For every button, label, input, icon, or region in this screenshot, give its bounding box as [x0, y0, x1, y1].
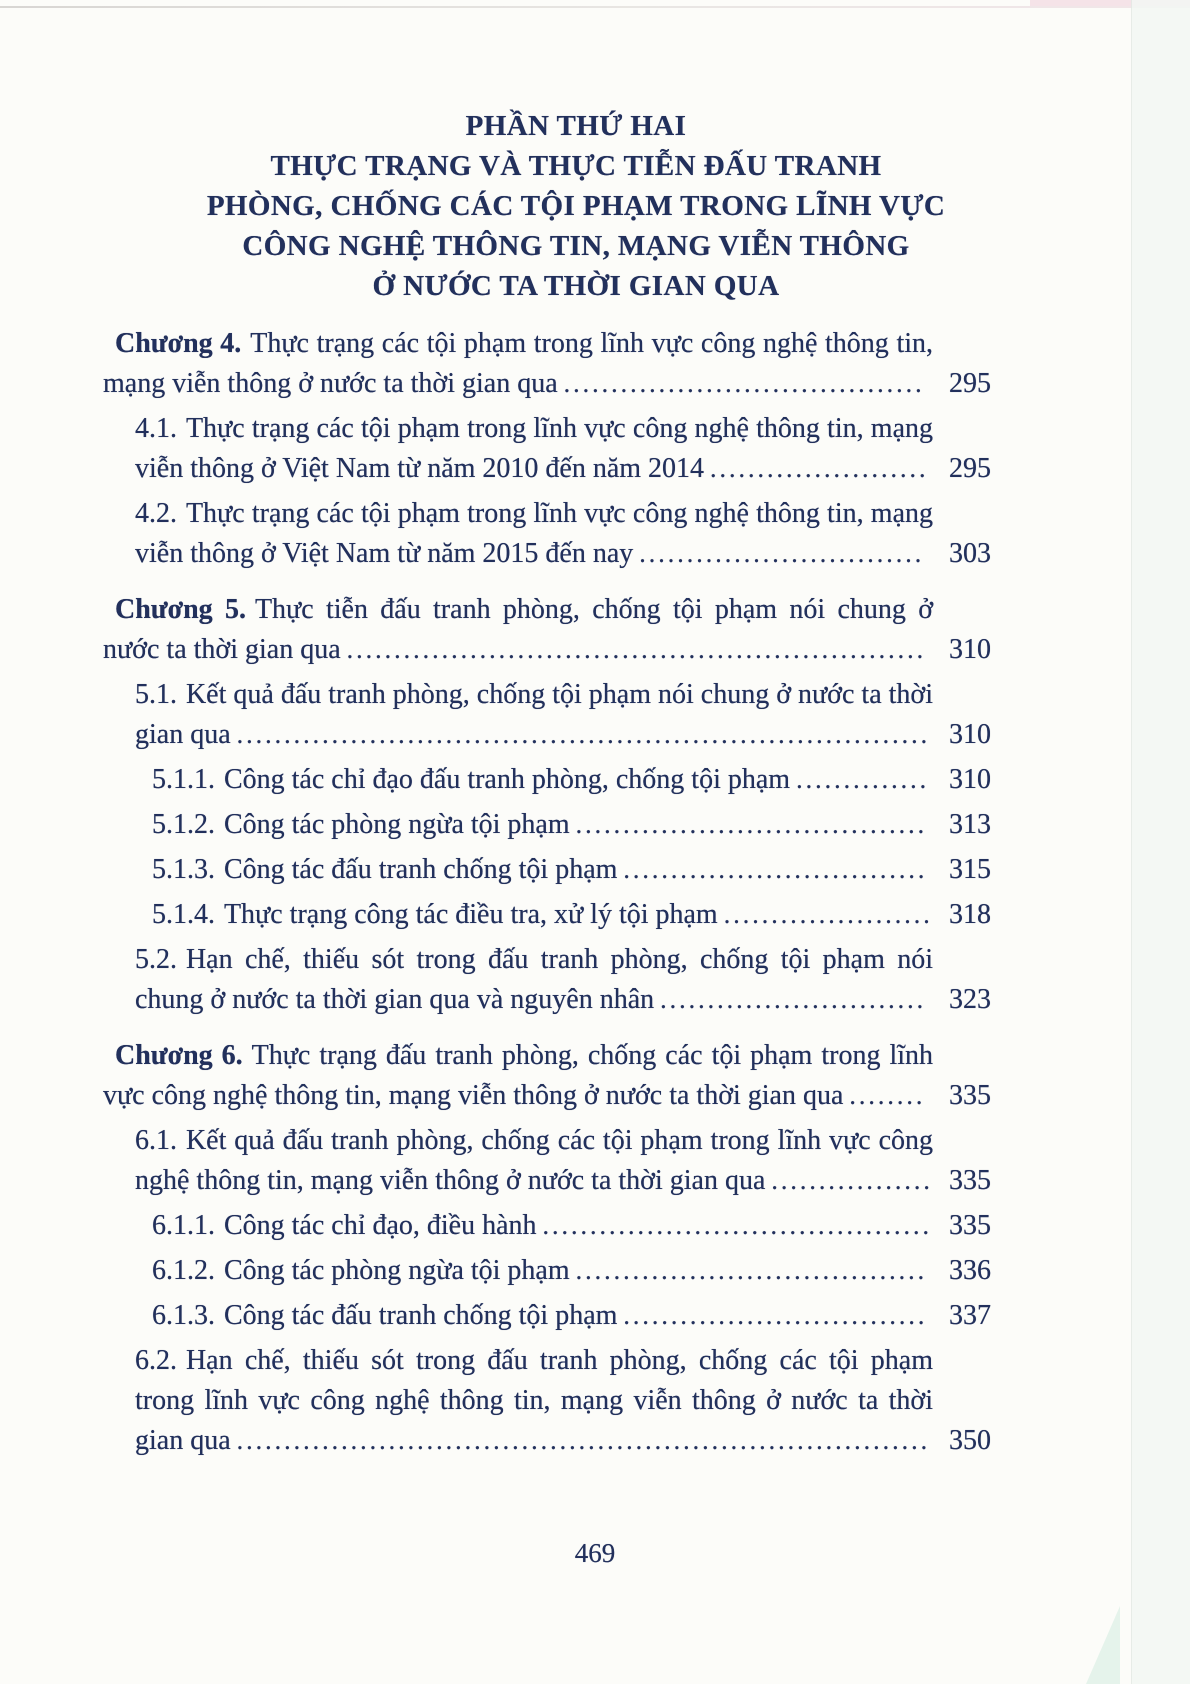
toc-entry-title: Công tác đấu tranh chống tội phạm	[223, 854, 618, 885]
toc-entry	[103, 940, 991, 1020]
toc-page-number: 350	[949, 1425, 991, 1456]
toc-dot-leader: ........	[849, 1081, 926, 1110]
toc-entry-title: Công tác đấu tranh chống tội phạm	[223, 1300, 618, 1331]
toc-entry	[103, 850, 991, 890]
toc-entry	[103, 805, 991, 845]
toc-entry	[103, 494, 991, 574]
toc-page-number: 295	[949, 453, 991, 484]
toc-entry-number: 6.1.2.	[152, 1255, 215, 1286]
toc-entry-title: Kết quả đấu tranh phòng, chống các tội phạm trong lĩnh vực công nghệ thông tin, mạng viễn thông ở nước ta thời gian qua	[135, 1125, 933, 1196]
toc-entry-title: Hạn chế, thiếu sót trong đấu tranh phòng, chống các tội phạm trong lĩnh vực công nghệ thông tin, mạng viễn thông ở nước ta thời gian qua	[135, 1345, 933, 1456]
toc-page-number: 313	[949, 809, 991, 840]
toc-page-number: 310	[949, 719, 991, 750]
toc-entry	[103, 409, 991, 489]
toc-dot-leader: .................	[771, 1166, 933, 1195]
toc-dot-leader: .............................................................	[346, 635, 927, 664]
toc-entry-number: 5.1.	[135, 679, 177, 710]
toc-entry-number: 4.1.	[135, 413, 177, 444]
toc-entry-title: Thực tiễn đấu tranh phòng, chống tội phạm nói chung ở nước ta thời gian qua	[103, 594, 934, 665]
toc-entry-title: Thực trạng công tác điều tra, xử lý tội phạm	[223, 899, 718, 930]
toc-entry-title: Hạn chế, thiếu sót trong đấu tranh phòng, chống tội phạm nói chung ở nước ta thời gian qua và nguyên nhân	[135, 944, 933, 1015]
toc-dot-leader: ..............	[796, 765, 930, 794]
toc-page-number: 335	[949, 1080, 991, 1111]
toc-entry-title: Công tác phòng ngừa tội phạm	[223, 809, 570, 840]
toc-entry-title: Thực trạng các tội phạm trong lĩnh vực công nghệ thông tin, mạng viễn thông ở Việt Nam từ năm 2015 đến nay	[135, 498, 933, 569]
toc-entry	[103, 675, 991, 755]
part-title-line: THỰC TRẠNG VÀ THỰC TIỄN ĐẤU TRANH	[270, 150, 882, 182]
part-title-line: CÔNG NGHỆ THÔNG TIN, MẠNG VIỄN THÔNG	[242, 230, 910, 262]
toc-entry	[103, 1206, 991, 1246]
part-title-line: PHÒNG, CHỐNG CÁC TỘI PHẠM TRONG LĨNH VỰC	[206, 190, 946, 222]
toc-dot-leader: .........................................................................	[236, 1426, 931, 1455]
toc-page-number: 337	[949, 1300, 991, 1331]
toc-dot-leader: ......................	[723, 900, 933, 929]
toc-page-number: 335	[949, 1210, 991, 1241]
toc-entry	[103, 1296, 991, 1336]
part-title-line: PHẦN THỨ HAI	[465, 110, 687, 142]
toc-entry	[103, 1251, 991, 1291]
toc-page-number: 323	[949, 984, 991, 1015]
toc-entry-title: Kết quả đấu tranh phòng, chống tội phạm nói chung ở nước ta thời gian qua	[135, 679, 933, 750]
toc-dot-leader: .......................	[710, 454, 929, 483]
toc-page-number: 335	[949, 1165, 991, 1196]
toc-entry	[103, 590, 991, 670]
toc-entry-number: 5.1.3.	[152, 854, 215, 885]
toc-page-number: 303	[949, 538, 991, 569]
toc-page-number: 295	[949, 368, 991, 399]
toc-entry-title: Thực trạng các tội phạm trong lĩnh vực công nghệ thông tin, mạng viễn thông ở nước ta thời gian qua	[103, 328, 934, 399]
toc-entry-number: 5.1.2.	[152, 809, 215, 840]
toc-page-number: 336	[949, 1255, 991, 1286]
toc-entry-number: 5.2.	[135, 944, 177, 975]
toc-dot-leader: .....................................	[575, 810, 928, 839]
table-of-contents	[103, 324, 991, 1461]
part-title	[101, 106, 1051, 306]
toc-entry	[103, 1121, 991, 1201]
toc-page-number: 310	[949, 764, 991, 795]
toc-entry-number: 6.2.	[135, 1345, 177, 1376]
toc-entry-number: Chương 6.	[115, 1040, 243, 1071]
toc-entry	[103, 324, 991, 404]
toc-page-number: 318	[949, 899, 991, 930]
toc-dot-leader: ................................	[623, 855, 928, 884]
toc-entry-number: 5.1.1.	[152, 764, 215, 795]
toc-entry-title: Thực trạng đấu tranh phòng, chống các tội phạm trong lĩnh vực công nghệ thông tin, mạng viễn thông ở nước ta thời gian qua	[103, 1040, 934, 1111]
toc-page-number: 310	[949, 634, 991, 665]
toc-entry-number: 6.1.	[135, 1125, 177, 1156]
toc-entry-number: 6.1.1.	[152, 1210, 215, 1241]
toc-entry-number: Chương 4.	[115, 328, 242, 359]
toc-page-number: 315	[949, 854, 991, 885]
toc-dot-leader: ..............................	[639, 539, 925, 568]
toc-entry	[103, 895, 991, 935]
toc-entry	[103, 760, 991, 800]
part-title-line: Ở NƯỚC TA THỜI GIAN QUA	[372, 270, 780, 302]
toc-entry	[103, 1036, 991, 1116]
toc-entry	[103, 1341, 991, 1461]
toc-entry-title: Công tác chỉ đạo đấu tranh phòng, chống tội phạm	[223, 764, 791, 795]
toc-dot-leader: ............................	[660, 985, 927, 1014]
toc-dot-leader: ......................................	[563, 369, 925, 398]
toc-dot-leader: .........................................................................	[236, 720, 931, 749]
toc-dot-leader: ................................	[623, 1301, 928, 1330]
toc-entry-title: Công tác chỉ đạo, điều hành	[223, 1210, 537, 1241]
toc-dot-leader: .........................................	[542, 1211, 933, 1240]
page-number-footer: 469	[574, 1538, 616, 1568]
toc-entry-number: Chương 5.	[115, 594, 246, 625]
toc-entry-number: 4.2.	[135, 498, 177, 529]
toc-entry-number: 6.1.3.	[152, 1300, 215, 1331]
toc-entry-title: Thực trạng các tội phạm trong lĩnh vực công nghệ thông tin, mạng viễn thông ở Việt Nam từ năm 2010 đến năm 2014	[135, 413, 933, 484]
toc-dot-leader: .....................................	[575, 1256, 928, 1285]
toc-entry-number: 5.1.4.	[152, 899, 215, 930]
scan-corner-fold	[1086, 1606, 1120, 1684]
toc-entry-title: Công tác phòng ngừa tội phạm	[223, 1255, 570, 1286]
